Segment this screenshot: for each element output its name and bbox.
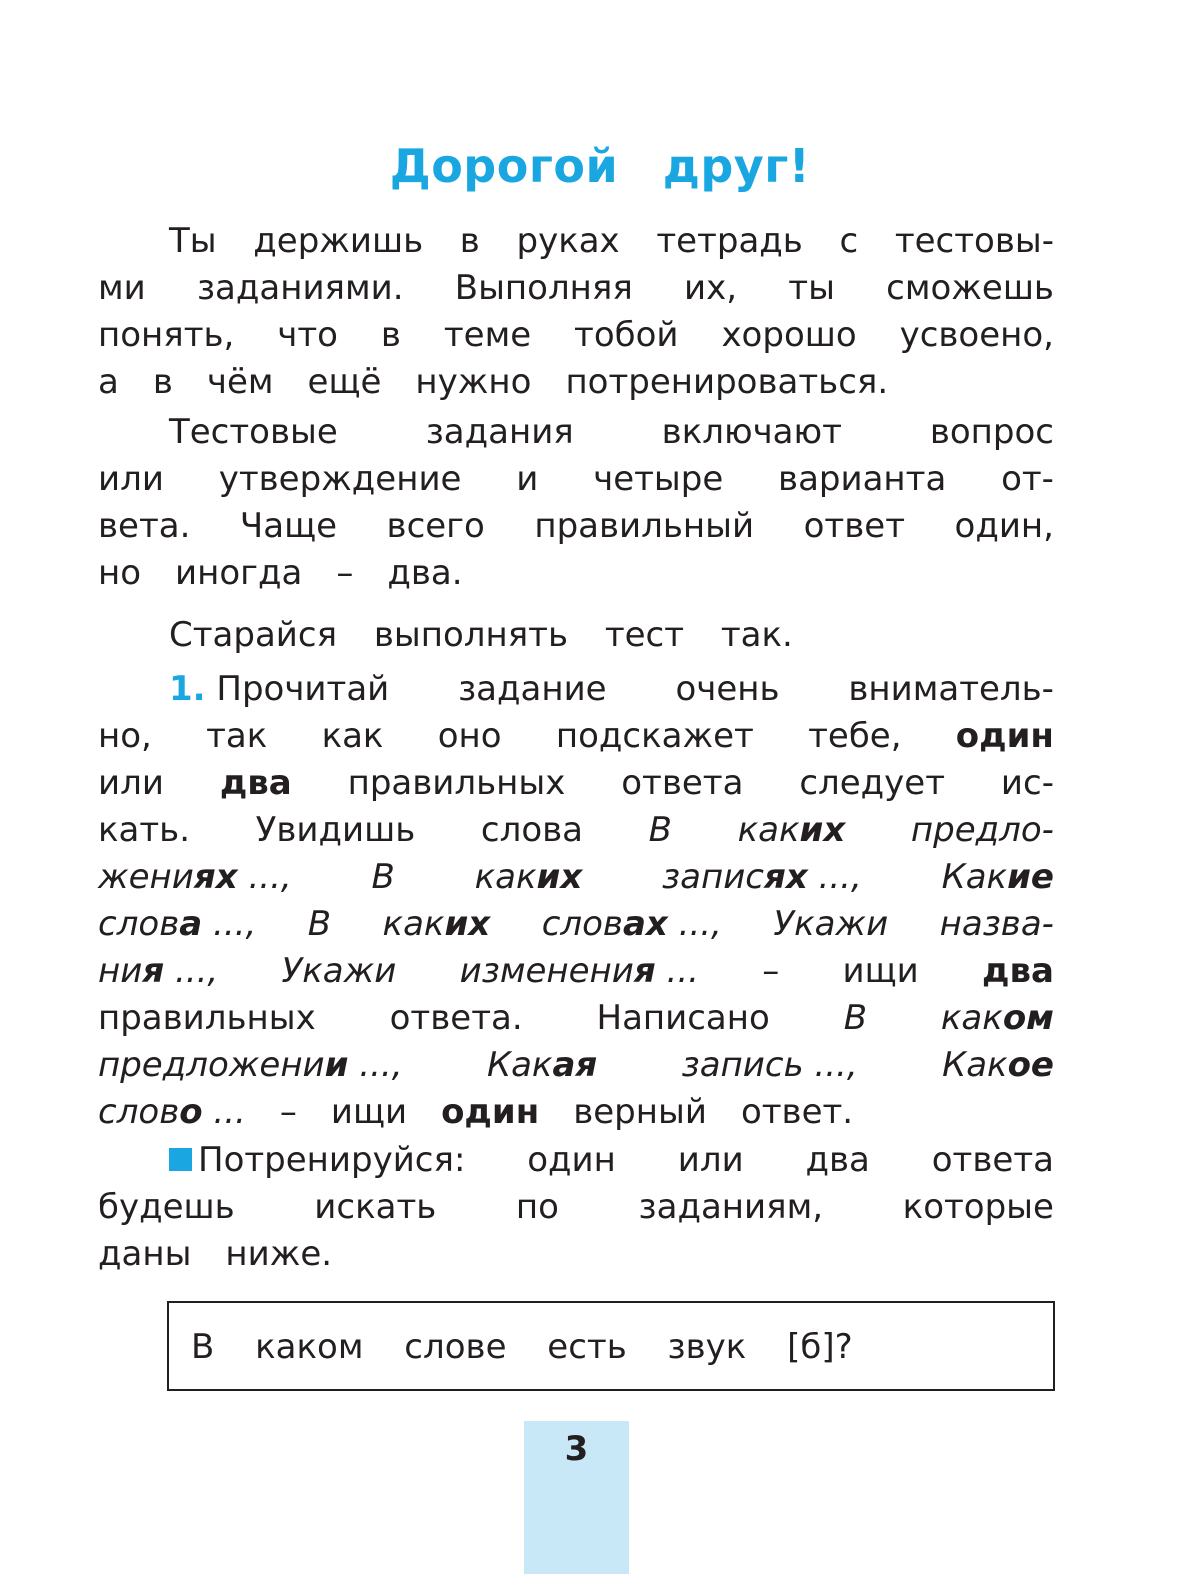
text-line: предложении ..., Какая запись ..., Какое (98, 1045, 1054, 1085)
paragraph-intro (98, 218, 1054, 406)
paragraph-try (98, 612, 1054, 659)
page-title: Дорогой друг! (389, 139, 811, 193)
text-line: жениях ..., В каких записях ..., Какие (98, 857, 1054, 897)
text-line: будешь искать по заданиям, которые (98, 1187, 1054, 1227)
text-line: понять, что в теме тобой хорошо усвоено, (98, 315, 1054, 355)
page-number-tab (524, 1421, 629, 1574)
text-line: но иногда – два. (98, 553, 463, 593)
task-box (167, 1301, 1055, 1391)
text-line: Потренируйся: один или два ответа (98, 1137, 1054, 1184)
text-line: слова ..., В каких словах ..., Укажи назва- (98, 904, 1054, 944)
text-line: но, так как оно подскажет тебе, один (98, 716, 1054, 756)
paragraph-tests (98, 409, 1054, 597)
step-number: 1. (169, 669, 206, 709)
text-line: ми заданиями. Выполняя их, ты сможешь (98, 268, 1054, 308)
text-line: правильных ответа. Написано В каком (98, 998, 1054, 1038)
text-line: а в чём ещё нужно потренироваться. (98, 362, 889, 402)
paragraph-practice (98, 1137, 1054, 1278)
text-line: ния ..., Укажи изменения ... – ищи два (98, 951, 1054, 991)
page-number: 3 (564, 1429, 589, 1469)
text-line: или утверждение и четыре варианта от- (98, 459, 1054, 499)
paragraph-step-1 (98, 666, 1054, 1136)
task-question: В каком слове есть звук [б]? (191, 1327, 853, 1367)
text-line: даны ниже. (98, 1234, 333, 1274)
text-line: Тестовые задания включают вопрос (169, 412, 1054, 452)
square-bullet-icon (169, 1148, 192, 1171)
text-line: Ты держишь в руках тетрадь с тестовы- (169, 221, 1054, 261)
text-line: 1. Прочитай задание очень вниматель- (169, 669, 1054, 709)
text-line: слово ... – ищи один верный ответ. (98, 1092, 854, 1132)
text-line: вета. Чаще всего правильный ответ один, (98, 506, 1054, 546)
text-line: Старайся выполнять тест так. (169, 615, 793, 655)
text-line: кать. Увидишь слова В каких предло- (98, 810, 1054, 850)
text-line: или два правильных ответа следует ис- (98, 763, 1054, 803)
